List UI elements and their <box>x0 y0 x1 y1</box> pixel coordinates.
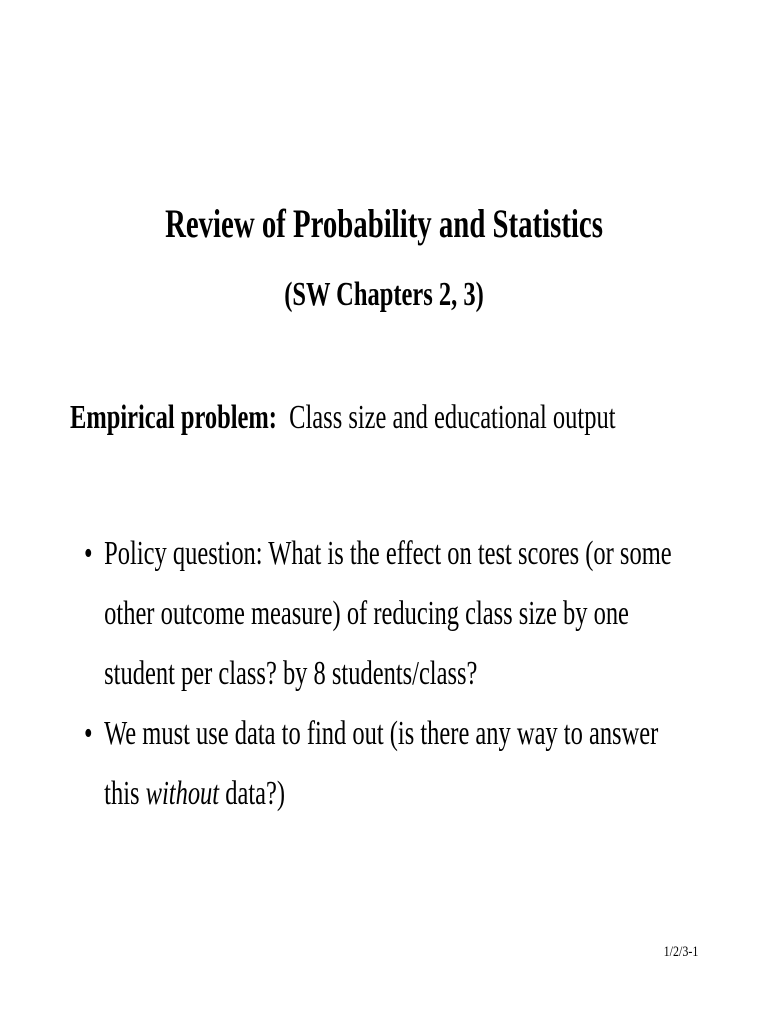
bullet-line: Policy question: What is the effect on test scores (or some <box>104 535 672 572</box>
bullet-list <box>84 524 732 824</box>
emphasis-without: without <box>145 775 220 812</box>
bullet-dot-icon: • <box>84 715 93 752</box>
bullet-use-data <box>84 704 732 824</box>
bullet-line: other outcome measure) of reducing class size by one <box>104 595 629 632</box>
slide-subtitle: (SW Chapters 2, 3) <box>284 276 484 313</box>
bullet-policy-question <box>84 524 732 704</box>
bullet-line: student per class? by 8 students/class? <box>104 655 478 692</box>
bullet-line: We must use data to find out (is there any way to answer <box>104 715 659 752</box>
bullet-text: this <box>104 775 146 812</box>
bullet-line <box>104 764 732 824</box>
empirical-problem <box>70 396 616 440</box>
bullet-text: data?) <box>219 775 286 812</box>
empirical-problem-label: Empirical problem: <box>70 399 277 436</box>
slide-title: Review of Probability and Statistics <box>165 201 603 246</box>
bullet-dot-icon: • <box>84 535 93 572</box>
empirical-problem-text: Class size and educational output <box>289 399 616 436</box>
page-number: 1/2/3-1 <box>663 944 698 960</box>
